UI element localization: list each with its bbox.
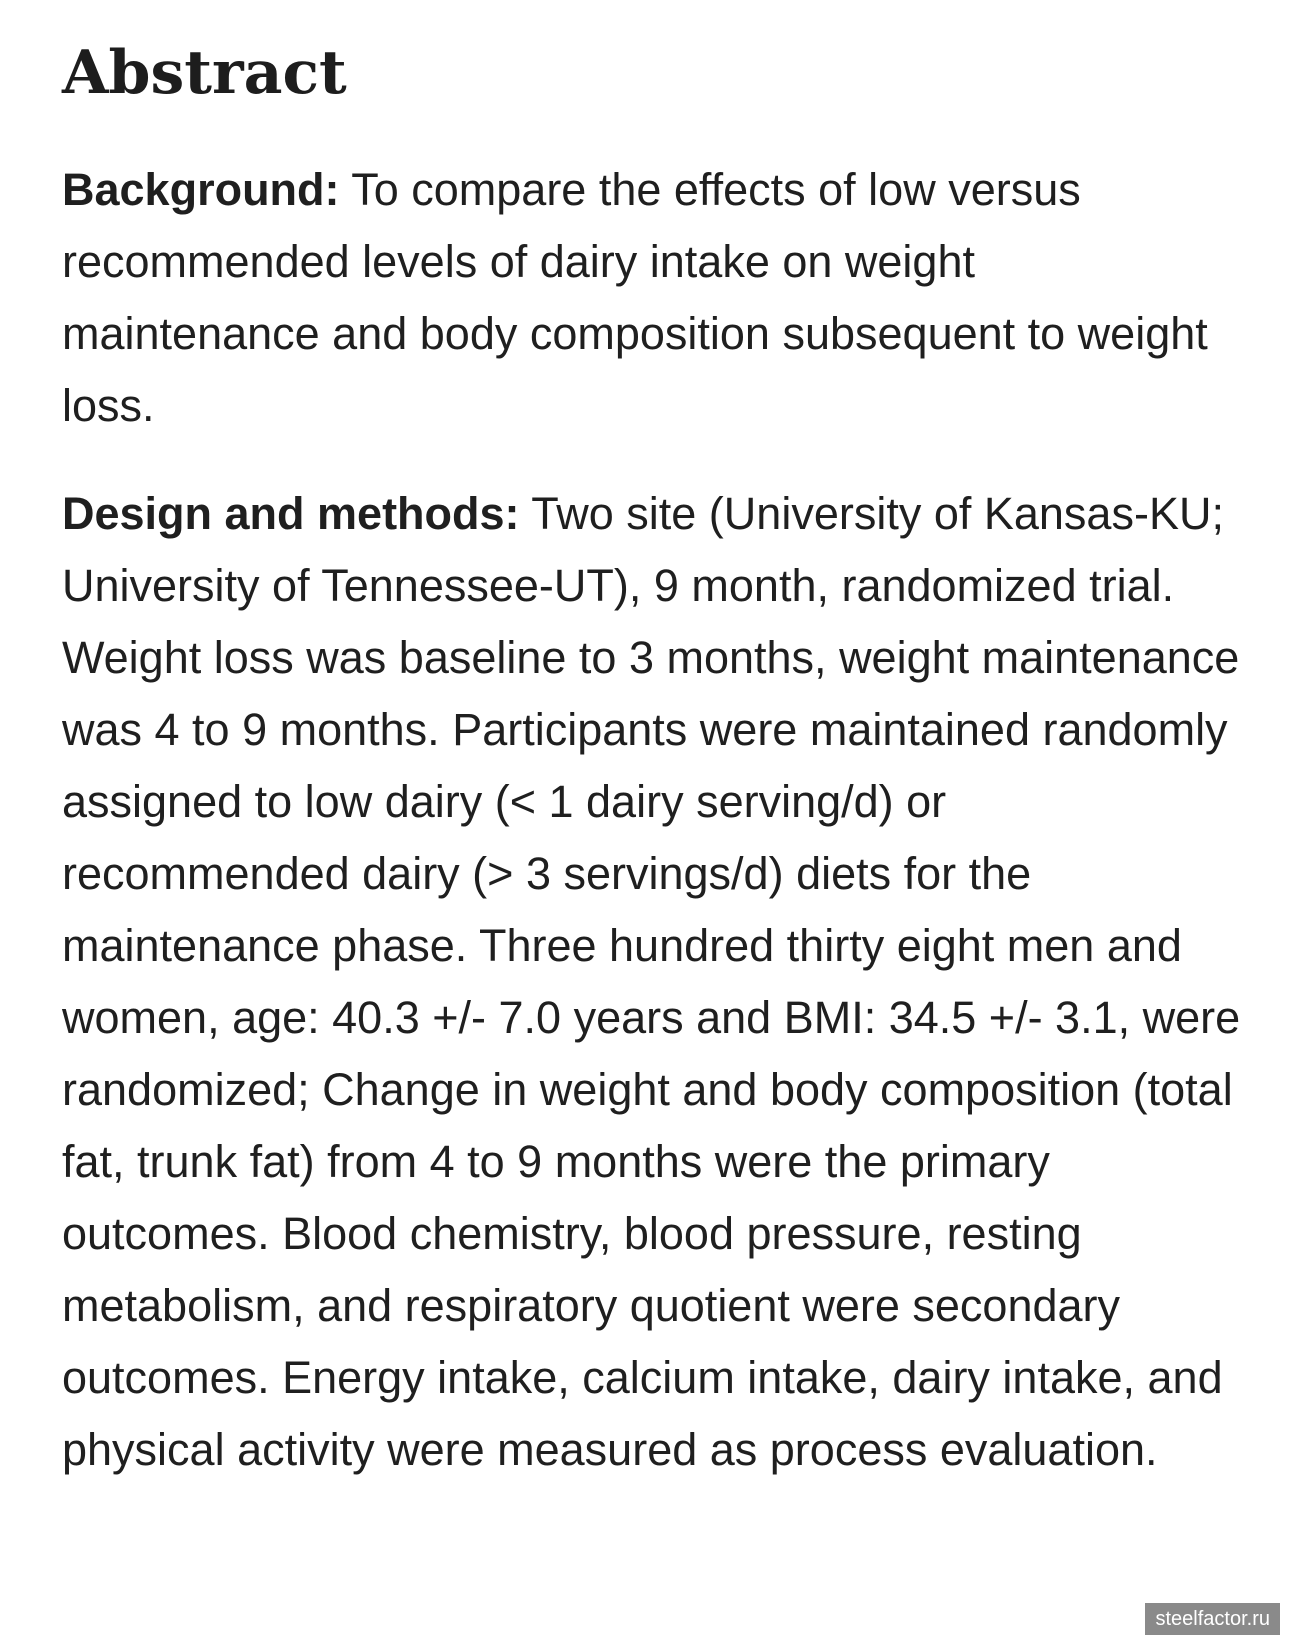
design-methods-label: Design and methods: xyxy=(62,488,520,539)
design-methods-text: Two site (University of Kansas-KU; University of Tennessee-UT), 9 month, randomized trial. Weight loss was baseline to 3 months, weight maintenance was 4 to 9 months. Participants were maintained randomly assigned to low dairy (< 1 dairy serving/d) or recommended dairy (> 3 servings/d) diets for the maintenance phase. Three hundred thirty eight men and women, age: 40.3 +/- 7.0 years and BMI: 34.5 +/- 3.1, were randomized; Change in weight and body composition (total fat, trunk fat) from 4 to 9 months were the primary outcomes. Blood chemistry, blood pressure, resting metabolism, and respiratory quotient were secondary outcomes. Energy intake, calcium intake, dairy intake, and physical activity were measured as process evaluation. xyxy=(62,488,1241,1475)
design-methods-paragraph xyxy=(62,478,1242,1486)
background-text: To compare the effects of low versus recommended levels of dairy intake on weight maintenance and body composition subsequent to weight loss. xyxy=(62,164,1208,431)
background-paragraph xyxy=(62,154,1242,442)
abstract-heading: Abstract xyxy=(62,38,347,108)
watermark: steelfactor.ru xyxy=(1145,1603,1280,1635)
abstract-section xyxy=(62,28,1242,1522)
background-label: Background: xyxy=(62,164,340,215)
